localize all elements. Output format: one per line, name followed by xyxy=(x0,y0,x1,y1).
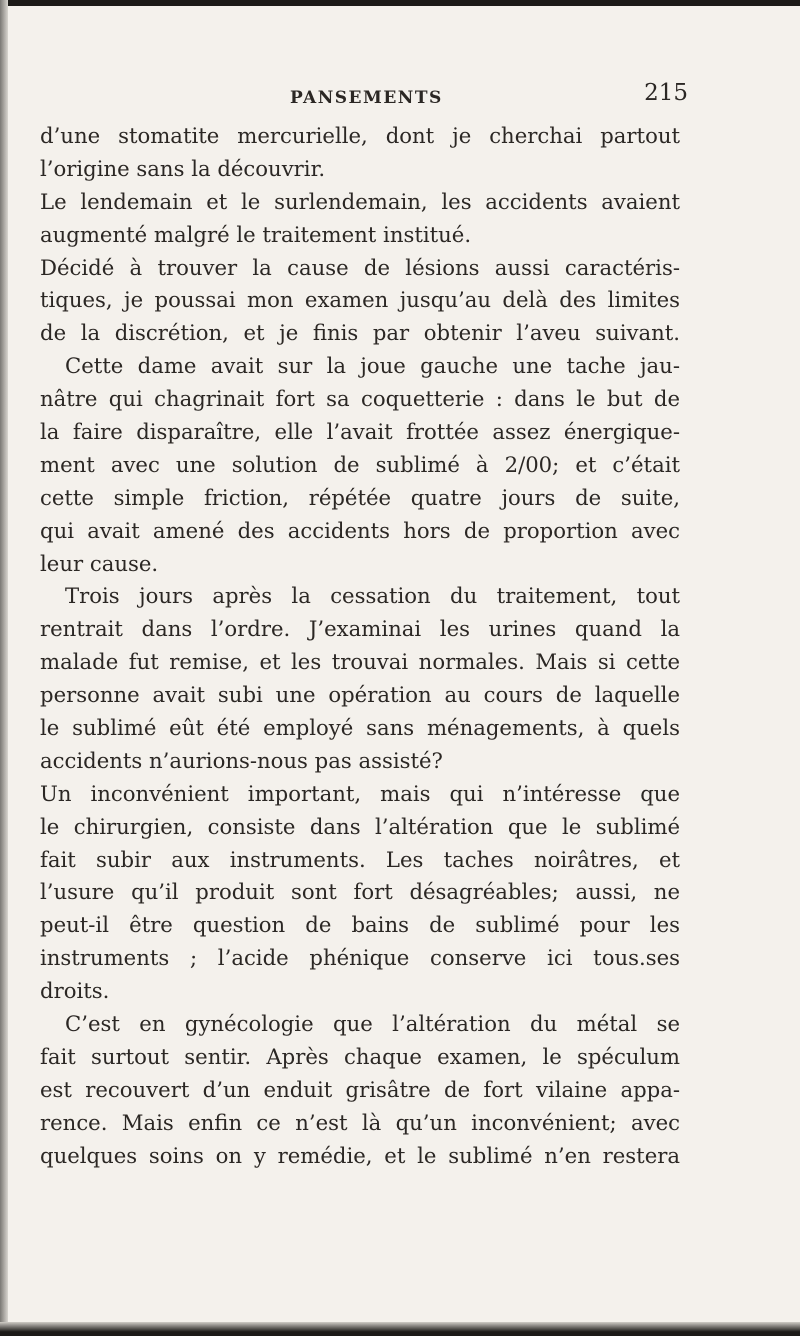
text-line: malade fut remise, et les trouvai normales. Mais si cette xyxy=(40,649,680,675)
page-top-edge xyxy=(0,0,800,6)
text-line: Le lendemain et le surlendemain, les accidents avaient xyxy=(40,188,680,214)
text-line: la faire disparaître, elle l’avait frottée assez énergique- xyxy=(40,419,680,445)
text-line: fait subir aux instruments. Les taches noirâtres, et xyxy=(40,846,680,872)
text-line: l’origine sans la découvrir. xyxy=(40,155,326,181)
text-line: de la discrétion, et je finis par obtenir l’aveu suivant. xyxy=(40,320,680,346)
page-header xyxy=(68,80,688,112)
text-line: le sublimé eût été employé sans ménagements, à quels xyxy=(40,715,680,741)
page-number: 215 xyxy=(644,80,688,106)
text-line: droits. xyxy=(40,978,110,1004)
text-line: qui avait amené des accidents hors de proportion avec xyxy=(40,517,680,543)
body-text xyxy=(40,120,680,1173)
text-line: ment avec une solution de sublimé à 2/00; et c’était xyxy=(40,451,680,477)
text-line: Décidé à trouver la cause de lésions aussi caractéris- xyxy=(40,254,680,280)
text-line: C’est en gynécologie que l’altération du métal se xyxy=(65,1011,680,1037)
text-line: tiques, je poussai mon examen jusqu’au delà des limites xyxy=(40,287,680,313)
text-line: rence. Mais enfin ce n’est là qu’un inconvénient; avec xyxy=(40,1109,680,1135)
page-bottom-edge xyxy=(0,1322,800,1336)
text-line: l’usure qu’il produit sont fort désagréables; aussi, ne xyxy=(40,879,680,905)
text-line: fait surtout sentir. Après chaque examen, le spéculum xyxy=(40,1043,680,1069)
text-line: instruments ; l’acide phénique conserve ici tous.ses xyxy=(40,945,680,971)
text-line: Un inconvénient important, mais qui n’intéresse que xyxy=(40,780,680,806)
text-line: peut-il être question de bains de sublimé pour les xyxy=(40,912,680,938)
text-line: Cette dame avait sur la joue gauche une tache jau- xyxy=(65,353,680,379)
text-line: d’une stomatite mercurielle, dont je cherchai partout xyxy=(40,123,680,148)
text-line: rentrait dans l’ordre. J’examinai les urines quand la xyxy=(40,616,680,642)
text-line: est recouvert d’un enduit grisâtre de fort vilaine appa- xyxy=(40,1076,680,1102)
text-line: accidents n’aurions-nous pas assisté? xyxy=(40,747,443,773)
page-binding-edge xyxy=(0,0,8,1336)
text-line: nâtre qui chagrinait fort sa coquetterie : dans le but de xyxy=(40,386,680,412)
text-line: le chirurgien, consiste dans l’altération que le sublimé xyxy=(40,813,680,839)
text-line: augmenté malgré le traitement institué. xyxy=(40,221,472,247)
text-line: cette simple friction, répétée quatre jours de suite, xyxy=(40,484,680,510)
running-title: PANSEMENTS xyxy=(290,88,443,108)
text-line: Trois jours après la cessation du traitement, tout xyxy=(65,583,680,609)
text-line: leur cause. xyxy=(40,550,159,576)
text-line: quelques soins on y remédie, et le sublimé n’en restera xyxy=(40,1142,680,1168)
text-line: personne avait subi une opération au cours de laquelle xyxy=(40,682,680,708)
